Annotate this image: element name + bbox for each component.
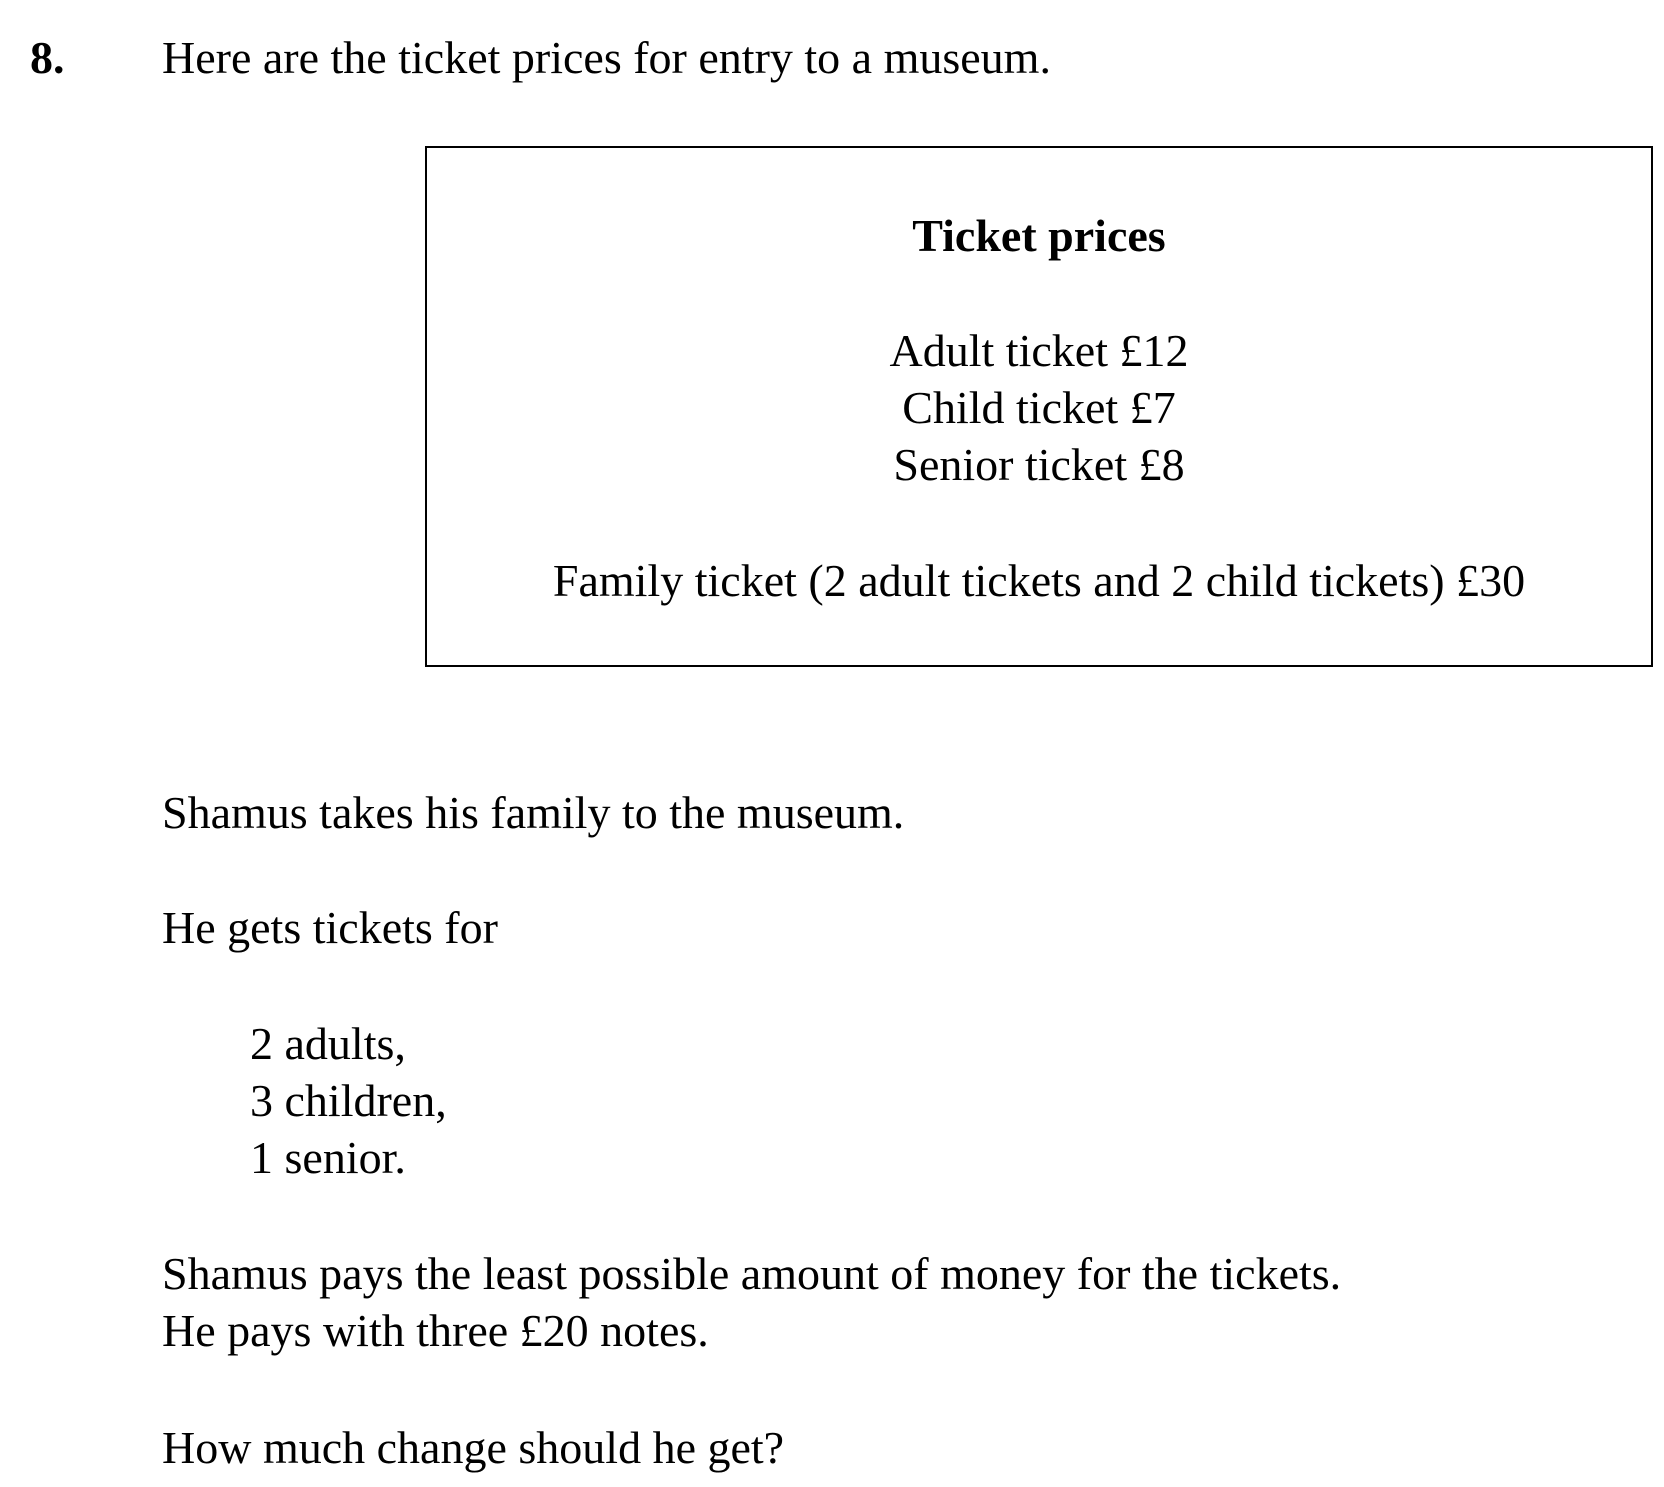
child-ticket-price: Child ticket £7 xyxy=(902,382,1176,433)
question-number: 8. xyxy=(30,32,65,83)
ticket-prices-title: Ticket prices xyxy=(912,210,1166,261)
paragraph-least-amount: Shamus pays the least possible amount of money for the tickets. xyxy=(162,1248,1342,1299)
change-question: How much change should he get? xyxy=(162,1422,785,1473)
paragraph-gets-tickets: He gets tickets for xyxy=(162,902,498,953)
list-item-children: 3 children, xyxy=(250,1075,447,1126)
adult-ticket-price: Adult ticket £12 xyxy=(889,325,1189,376)
senior-ticket-price: Senior ticket £8 xyxy=(893,439,1185,490)
paragraph-family-visit: Shamus takes his family to the museum. xyxy=(162,787,905,838)
list-item-senior: 1 senior. xyxy=(250,1132,406,1183)
ticket-prices-box xyxy=(425,146,1653,667)
list-item-adults: 2 adults, xyxy=(250,1018,406,1069)
family-ticket-price: Family ticket (2 adult tickets and 2 child tickets) £30 xyxy=(552,555,1526,606)
question-intro: Here are the ticket prices for entry to a museum. xyxy=(162,32,1051,83)
paragraph-pays-with: He pays with three £20 notes. xyxy=(162,1305,709,1356)
